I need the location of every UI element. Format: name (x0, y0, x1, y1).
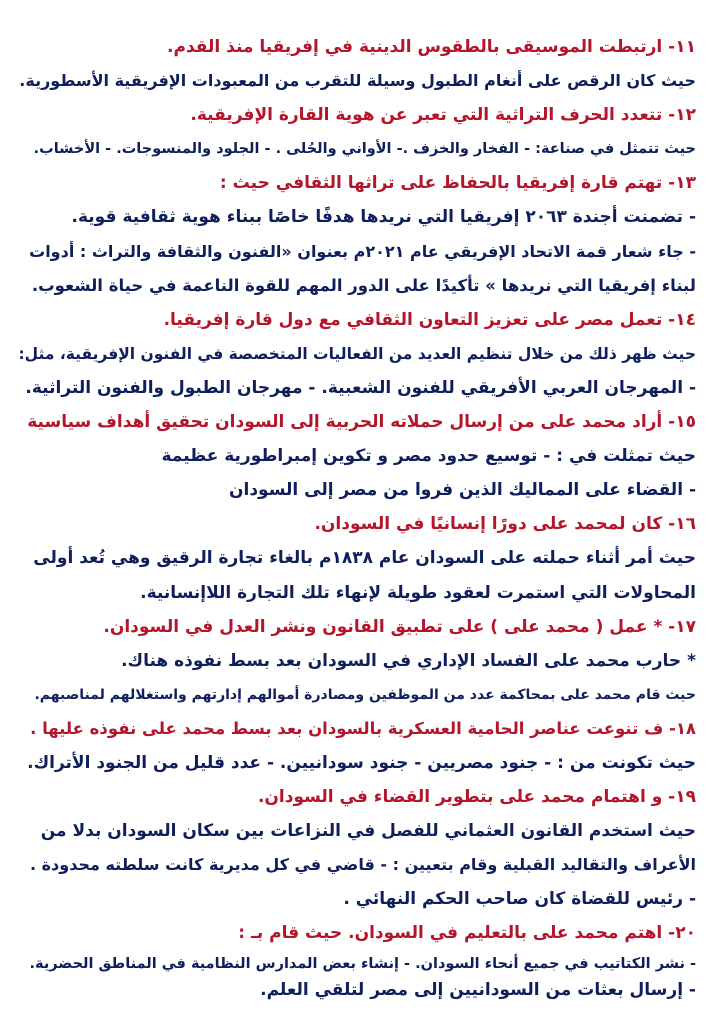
body-line: حيث كان الرقص على أنغام الطبول وسيلة للتقرب من المعبودات الإفريقية الأسطورية. (19, 71, 696, 91)
heading-13: ١٣- تهتم قارة إفريقيا بالحفاظ على تراثها الثقافي حيث : (219, 173, 696, 194)
body-line: حيث قام محمد على بمحاكمة عدد من الموظفين ومصادرة أموالهم إدارتهم واستغلالهم لمناصبهم. (34, 686, 696, 703)
body-line: - رئيس للقضاة كان صاحب الحكم النهائي . (343, 889, 696, 910)
heading-15: ١٥- أراد محمد على من إرسال حملاته الحربية إلى السودان تحقيق أهداف سياسية (27, 412, 696, 433)
heading-14: ١٤- تعمل مصر على تعزيز التعاون الثقافي مع دول قارة إفريقيا. (163, 309, 696, 330)
body-line: - نشر الكتاتيب في جميع أنحاء السودان. - إنشاء بعض المدارس النظامية في المناطق الحضرية. (29, 955, 696, 972)
body-line: حيث تتمثل في صناعة: - الفخار والخزف .- الأواني والحُلى . - الجلود والمنسوجات. - الأخشاب. (33, 141, 696, 158)
body-line: حيث استخدم القانون العثماني للفصل في النزاعات بين سكان السودان بدلا من (40, 821, 696, 842)
heading-12: ١٢- تتعدد الحرف التراثية التي تعبر عن هوية القارة الإفريقية. (190, 105, 696, 126)
heading-17: ١٧- * عمل ( محمد على ) على تطبيق القانون ونشر العدل في السودان. (103, 616, 696, 637)
heading-19: ١٩- و اهتمام محمد على بتطوير القضاء في السودان. (257, 787, 696, 808)
body-line: - إرسال بعثات من السودانيين إلى مصر لتلقي العلم. (260, 979, 696, 1000)
body-line: - تضمنت أجندة ٢٠٦٣ إفريقيا التي نريدها هدفًا خاصًا ببناء هوية ثقافية قوية. (71, 207, 696, 228)
body-line: الأعراف والتقاليد القبلية وقام بتعيين : - قاضي في كل مديرية كانت سلطته محدودة . (29, 855, 696, 875)
heading-20: ٢٠- اهتم محمد على بالتعليم في السودان. حيث قام بـ : (238, 923, 696, 944)
heading-16: ١٦- كان لمحمد على دورًا إنسانيًا في السودان. (314, 514, 696, 535)
body-line: - المهرجان العربي الأفريقي للفنون الشعبية. - مهرجان الطبول والفنون التراثية. (25, 377, 696, 398)
body-line: - جاء شعار قمة الاتحاد الإفريقي عام ٢٠٢١م بعنوان «الفنون والثقافة والتراث : أدوات (29, 241, 696, 261)
body-line: حيث أمر أثناء حملته على السودان عام ١٨٣٨م بالغاء تجارة الرقيق وهي تُعد أولى (33, 548, 696, 569)
body-line: المحاولات التي استمرت لعقود طويلة لإنهاء تلك التجارة اللاإنسانية. (140, 582, 696, 603)
body-line: - القضاء على المماليك الذين فروا من مصر إلى السودان (228, 480, 696, 501)
body-line: حيث تمثلت في : - توسيع حدود مصر و تكوين إمبراطورية عظيمة (161, 446, 696, 467)
body-line: لبناء إفريقيا التي نريدها » تأكيدًا على الدور المهم للقوة الناعمة في حياة الشعوب. (31, 275, 696, 295)
body-line: حيث تكونت من : - جنود مصريين - جنود سودانيين. - عدد قليل من الجنود الأتراك. (27, 752, 696, 773)
body-line: * حارب محمد على الفساد الإداري في السودان بعد بسط نفوذه هناك. (121, 650, 696, 671)
heading-18: ١٨- ف تنوعت عناصر الحامية العسكرية بالسودان بعد بسط محمد على نفوذه عليها . (30, 718, 696, 738)
body-line: حيث ظهر ذلك من خلال تنظيم العديد من الفعاليات المتخصصة في الفنون الإفريقية، مثل: (18, 344, 696, 363)
heading-11: ١١- ارتبطت الموسيقى بالطقوس الدينية في إفريقيا منذ القدم. (167, 37, 696, 57)
